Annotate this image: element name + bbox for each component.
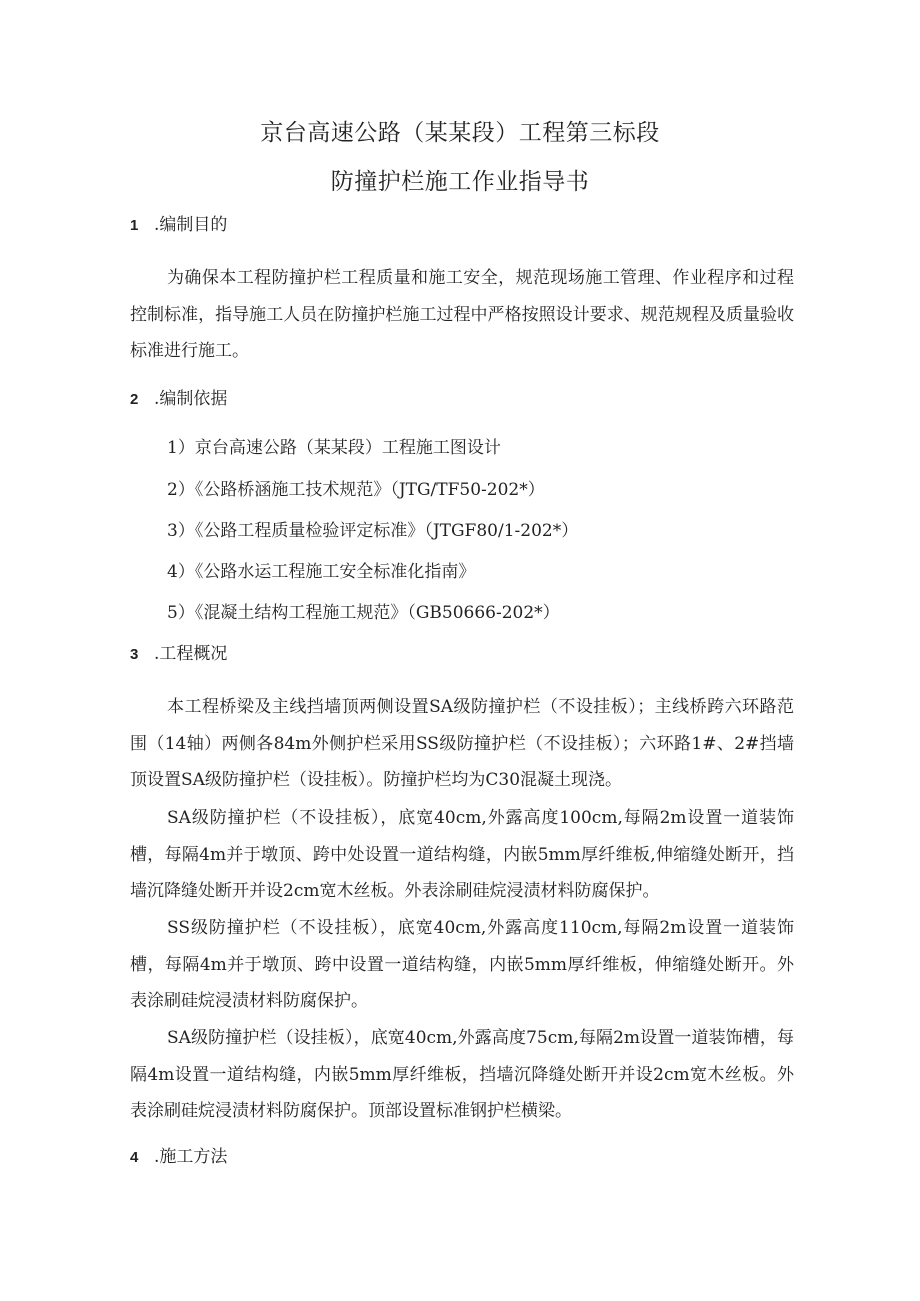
section-heading-method [130, 1142, 227, 1167]
section-title: .编制依据 [154, 389, 228, 409]
document-title-line1: 京台高速公路（某某段）工程第三标段 [260, 120, 660, 146]
reference-item: 4）《公路水运工程施工安全标准化指南》 [167, 562, 476, 582]
purpose-paragraph: 为确保本工程防撞护栏工程质量和施工安全，规范现场施工管理、作业程序和过程控制标准，指导施工人员在防撞护栏施工过程中严格按照设计要求、规范规程及质量验收标准进行施工。 [130, 268, 794, 361]
section-number: 4 [130, 1149, 139, 1166]
overview-paragraph: SA级防撞护栏（设挂板），底宽40cm,外露高度75cm,每隔2m设置一道装饰槽，每隔4m设置一道结构缝，内嵌5mm厚纤维板，挡墙沉降缝处断开并设2cm宽木丝板。外表涂刷硅烷浸渍材料防腐保护。顶部设置标准钢护栏横梁。 [130, 1028, 794, 1121]
section-number: 3 [130, 646, 139, 663]
overview-paragraph: SA级防撞护栏（不设挂板），底宽40cm,外露高度100cm,每隔2m设置一道装饰槽，每隔4m并于墩顶、跨中处设置一道结构缝，内嵌5mm厚纤维板,伸缩缝处断开，挡墙沉降缝处断开并设2cm宽木丝板。外表涂刷硅烷浸渍材料防腐保护。 [130, 808, 794, 901]
section-heading-purpose [130, 210, 227, 235]
section-title: .编制目的 [154, 215, 228, 235]
section-number: 1 [130, 217, 139, 234]
overview-paragraph: SS级防撞护栏（不设挂板），底宽40cm,外露高度110cm,每隔2m设置一道装饰槽，每隔4m并于墩顶、跨中设置一道结构缝，内嵌5mm厚纤维板，伸缩缝处断开。外表涂刷硅烷浸渍材料防腐保护。 [130, 918, 794, 1011]
overview-paragraph: 本工程桥梁及主线挡墙顶两侧设置SA级防撞护栏（不设挂板）；主线桥跨六环路范围（14轴）两侧各84m外侧护栏采用SS级防撞护栏（不设挂板）；六环路1#、2#挡墙顶设置SA级防撞护栏（设挂板）。防撞护栏均为C30混凝土现浇。 [130, 697, 794, 790]
reference-item: 3）《公路工程质量检验评定标准》（JTGF80/1-202*） [167, 521, 579, 541]
section-number: 2 [130, 391, 139, 408]
section-heading-basis [130, 384, 227, 409]
reference-item: 5）《混凝土结构工程施工规范》（GB50666-202*） [167, 603, 560, 623]
section-title: .施工方法 [154, 1147, 228, 1167]
section-title: .工程概况 [154, 644, 228, 664]
document-title-line2: 防撞护栏施工作业指导书 [330, 169, 590, 195]
reference-item: 2）《公路桥涵施工技术规范》（JTG/TF50-202*） [167, 480, 545, 500]
section-heading-overview [130, 639, 227, 664]
reference-item: 1）京台高速公路（某某段）工程施工图设计 [167, 438, 501, 458]
